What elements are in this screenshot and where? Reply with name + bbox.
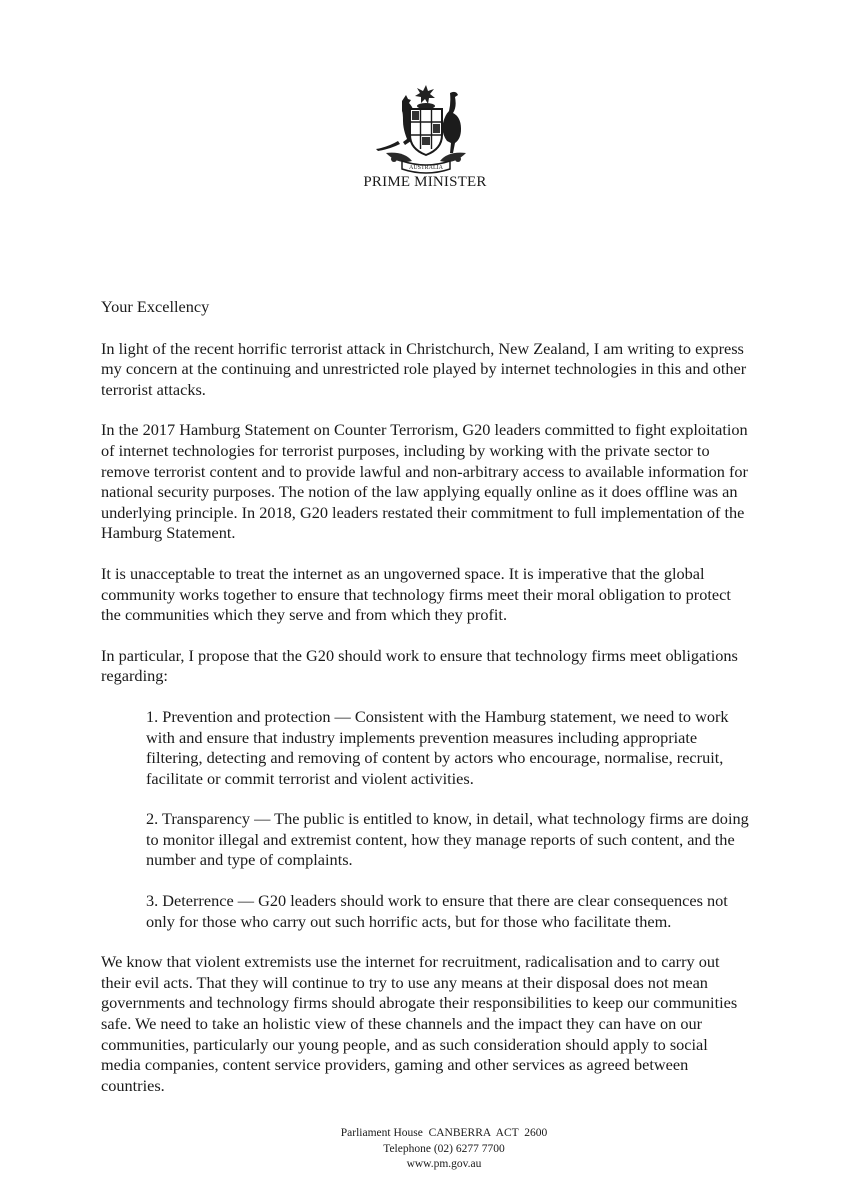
footer-address: Parliament House CANBERRA ACT 2600 xyxy=(340,1127,548,1139)
paragraph-intro: In light of the recent horrific terrorist attack in Christchurch, New Zealand, I am writing to express my concern at the continuing and unrestricted role played by internet technologies in this and other terrorist attacks. xyxy=(101,338,747,399)
footer-telephone: Telephone (02) 6277 7700 xyxy=(383,1142,505,1155)
obligation-transparency: 2. Transparency — The public is entitled to know, in detail, what technology firms are doing to monitor illegal and extremist content, how they manage reports of such content, and the number and type of complaints. xyxy=(146,809,749,870)
paragraph-hamburg: In the 2017 Hamburg Statement on Counter Terrorism, G20 leaders committed to fight exploitation of internet technologies for terrorist purposes, including by working with the private sector to remove terrorist content and to provide lawful and non-arbitrary access to available information for national security purposes. The notion of the law applying equally online as it does offline was an underlying principle. In 2018, G20 leaders restated their commitment to full implementation of the Hamburg Statement. xyxy=(101,420,748,543)
obligation-deterrence: 3. Deterrence — G20 leaders should work to ensure that there are clear consequences not only for those who carry out such horrific acts, but for those who facilitate them. xyxy=(146,891,728,931)
letterhead-footer xyxy=(0,1126,850,1173)
footer-website: www.pm.gov.au xyxy=(406,1158,482,1170)
office-title: PRIME MINISTER xyxy=(363,174,487,190)
letter-body xyxy=(101,297,751,1116)
paragraph-closing: We know that violent extremists use the internet for recruitment, radicalisation and to carry out their evil acts. That they will continue to try to use any means at their disposal does not mean governments and technology firms should abrogate their responsibilities to keep our communities safe. We need to take an holistic view of these channels and the impact they can have on our communities, particularly our young people, and as such consideration should apply to social media companies, content service providers, gaming and other services as agreed between countries. xyxy=(101,952,738,1095)
paragraph-ungoverned: It is unacceptable to treat the internet as an ungoverned space. It is imperative that the global community works together to ensure that technology firms meet their moral obligation to protect the communities which they serve and from which they profit. xyxy=(101,563,731,625)
australian-coat-of-arms-icon xyxy=(372,83,480,175)
obligations-list xyxy=(101,707,751,932)
crest-motto: AUSTRALIA xyxy=(409,165,443,171)
paragraph-proposal: In particular, I propose that the G20 should work to ensure that technology firms meet obligations regarding: xyxy=(101,645,738,686)
obligation-prevention: 1. Prevention and protection — Consistent with the Hamburg statement, we need to work with and ensure that industry implements prevention measures including appropriate filtering, detecting and removing of content by actors who encourage, normalise, recruit, facilitate or commit terrorist and violent activities. xyxy=(146,706,729,788)
salutation: Your Excellency xyxy=(101,297,210,316)
